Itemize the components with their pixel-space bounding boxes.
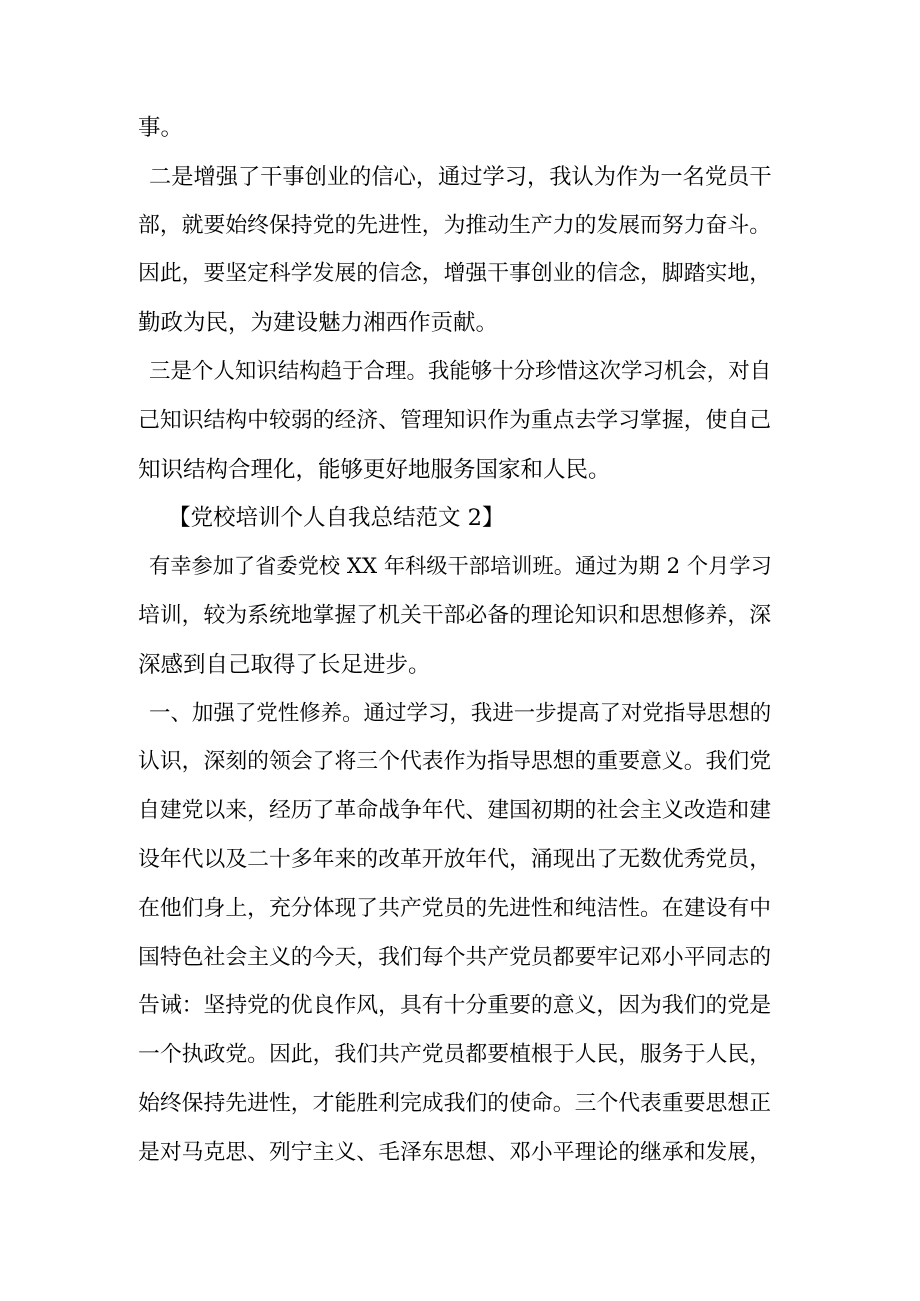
text-line: 是对马克思、列宁主义、毛泽东思想、邓小平理论的继承和发展， — [138, 1139, 772, 1165]
text-line: 在他们身上，充分体现了共产党员的先进性和纯洁性。在建设有中 — [138, 895, 772, 921]
text-line: 事。 — [138, 115, 184, 141]
text-line: 有幸参加了省委党校 XX 年科级干部培训班。通过为期 2 个月学习 — [149, 554, 772, 580]
document-body — [138, 104, 778, 1178]
text-line: 设年代以及二十多年来的改革开放年代，涌现出了无数优秀党员， — [138, 846, 772, 872]
text-line: 三是个人知识结构趋于合理。我能够十分珍惜这次学习机会，对自 — [149, 358, 772, 384]
text-line: 一个执政党。因此，我们共产党员都要植根于人民，服务于人民， — [138, 1042, 772, 1068]
text-line: 深感到自己取得了长足进步。 — [138, 651, 431, 678]
text-line: 己知识结构中较弱的经济、管理知识作为重点去学习掌握，使自己 — [138, 407, 772, 433]
text-line: 因此，要坚定科学发展的信念，增强干事创业的信念，脚踏实地， — [138, 261, 772, 287]
text-line: 知识结构合理化，能够更好地服务国家和人民。 — [138, 456, 611, 483]
text-line: 自建党以来，经历了革命战争年代、建国初期的社会主义改造和建 — [138, 798, 772, 824]
text-line: 部，就要始终保持党的先进性，为推动生产力的发展而努力奋斗。 — [138, 212, 772, 238]
text-line: 二是增强了干事创业的信心，通过学习，我认为作为一名党员干 — [149, 163, 772, 190]
text-line: 认识，深刻的领会了将三个代表作为指导思想的重要意义。我们党 — [138, 749, 772, 775]
text-line: 告诫：坚持党的优良作风，具有十分重要的意义，因为我们的党是 — [138, 993, 772, 1019]
text-line: 一、加强了党性修养。通过学习，我进一步提高了对党指导思想的 — [149, 700, 772, 726]
section-heading: 【党校培训个人自我总结范文 2】 — [168, 505, 505, 532]
text-line: 勤政为民，为建设魅力湘西作贡献。 — [138, 310, 499, 337]
text-line: 国特色社会主义的今天，我们每个共产党员都要牢记邓小平同志的 — [138, 944, 772, 970]
text-line: 始终保持先进性，才能胜利完成我们的使命。三个代表重要思想正 — [138, 1090, 772, 1116]
text-line: 培训，较为系统地掌握了机关干部必备的理论知识和思想修养，深 — [138, 602, 772, 628]
